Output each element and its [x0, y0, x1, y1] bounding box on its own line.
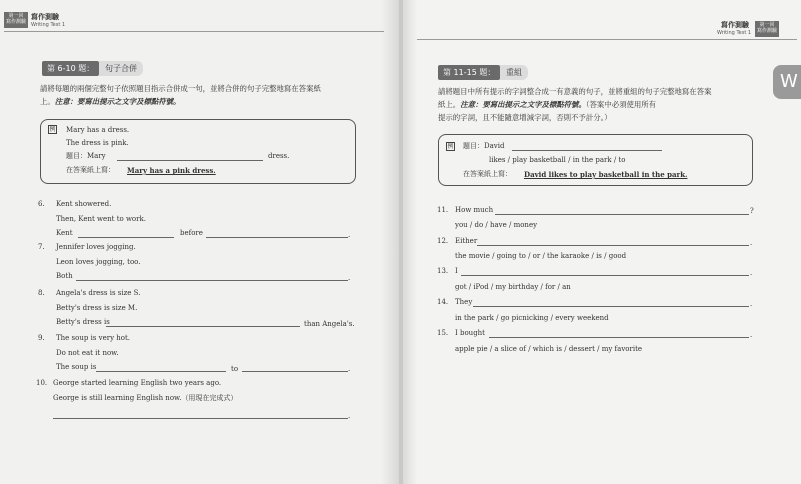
header-rule-right	[417, 39, 797, 40]
q12-number: 12.	[437, 237, 449, 245]
q12-blank[interactable]	[477, 245, 749, 246]
right-page	[403, 0, 801, 484]
section-title: 句子合併	[99, 61, 143, 76]
q6-prompt: Kent	[56, 229, 73, 237]
example-right-prompt: 題目：David	[463, 142, 505, 150]
q6-blank-2[interactable]	[206, 237, 348, 238]
instructions-right-line2: 紙上。注意：要寫出提示之文字及標點符號。（答案中必須使用所有	[438, 100, 657, 109]
q9-number: 9.	[38, 334, 45, 342]
example-answer-label: 在答案紙上寫：	[66, 166, 115, 174]
section-title-right: 重組	[500, 65, 528, 80]
example-right-answer: David likes to play basketball in the park.	[524, 170, 688, 179]
example-right-blank	[512, 150, 662, 151]
q15-blank[interactable]	[489, 337, 749, 338]
chapter-tag-line2: 寫作測驗	[5, 19, 26, 25]
example-box	[40, 119, 356, 184]
q7-prompt: Both	[56, 272, 73, 280]
q9-prompt: The soup is	[56, 363, 97, 371]
q9-blank-2[interactable]	[242, 371, 348, 372]
chapter-tag-right	[755, 21, 779, 37]
q8-blank[interactable]	[106, 326, 300, 327]
q12-end: .	[750, 239, 753, 247]
q14-number: 14.	[437, 298, 449, 306]
q14-prompt: They	[455, 298, 473, 306]
q7-end: .	[348, 274, 351, 282]
instructions-right-line3: 提示的字詞，且不能隨意增減字詞，否則不予計分。）	[438, 113, 612, 122]
q11-end: ?	[750, 207, 754, 215]
header-title: 寫作測驗	[31, 13, 59, 21]
instructions-right	[438, 85, 768, 124]
q9-connector: to	[231, 365, 239, 373]
chapter-tag-right-line2: 寫作測驗	[756, 28, 777, 34]
q6-end: .	[348, 231, 351, 239]
instructions-note: 注意：要寫出提示之文字及標點符號。	[54, 97, 181, 106]
q6-sentence-2: Then, Kent went to work.	[56, 215, 146, 223]
chapter-tag-right-line1: 第一回	[759, 22, 775, 28]
example-right-answer-label: 在答案紙上寫：	[463, 170, 512, 178]
q7-number: 7.	[38, 243, 45, 251]
q6-sentence-1: Kent showered.	[56, 200, 112, 208]
q13-number: 13.	[437, 267, 449, 275]
q14-blank[interactable]	[473, 306, 749, 307]
q11-prompt: How much	[455, 206, 494, 214]
section-number-right: 第 11-15 題：	[438, 65, 500, 80]
example-blank	[117, 160, 263, 161]
q11-blank[interactable]	[495, 214, 749, 215]
q15-prompt: I bought	[455, 329, 485, 337]
q13-blank[interactable]	[461, 275, 749, 276]
q8-number: 8.	[38, 289, 45, 297]
section-number: 第 6-10 題：	[42, 61, 99, 76]
q10-number: 10.	[36, 379, 48, 387]
q6-number: 6.	[38, 200, 45, 208]
example-sentence-1: Mary has a dress.	[66, 126, 130, 134]
section-side-tab: W	[773, 65, 801, 99]
q13-end: .	[750, 269, 753, 277]
example-box-right	[438, 134, 753, 186]
q10-end: .	[348, 412, 351, 420]
q14-hint: in the park / go picnicking / every weekend	[455, 314, 609, 322]
q7-blank[interactable]	[76, 280, 348, 281]
q9-blank-1[interactable]	[96, 371, 226, 372]
q14-end: .	[750, 300, 753, 308]
header-subtitle-right: Writing Test 1	[717, 30, 752, 36]
q12-hint: the movie / going to / or / the karaoke / is / good	[455, 252, 627, 260]
example-sentence-2: The dress is pink.	[66, 139, 129, 147]
instructions-right-line1: 請將題目中所有提示的字詞整合成一有意義的句子，並將重組的句子完整地寫在答案	[438, 87, 712, 96]
chapter-tag-line1: 第一回	[8, 13, 24, 19]
q8-prompt: Betty's dress is	[56, 318, 110, 326]
header-subtitle: Writing Test 1	[31, 22, 66, 28]
q8-prompt-end: than Angela's.	[304, 320, 355, 328]
q9-sentence-2: Do not eat it now.	[56, 349, 119, 357]
q7-sentence-1: Jennifer loves jogging.	[56, 243, 136, 251]
q13-prompt: I	[455, 267, 458, 275]
chapter-tag	[4, 12, 28, 28]
q15-number: 15.	[437, 329, 449, 337]
instructions-line2: 上。注意：要寫出提示之文字及標點符號。	[40, 97, 181, 106]
left-page	[0, 0, 399, 484]
q11-number: 11.	[437, 206, 449, 214]
q15-end: .	[750, 331, 753, 339]
header-title-right: 寫作測驗	[721, 21, 749, 29]
example-answer: Mary has a pink dress.	[127, 166, 216, 175]
q8-sentence-1: Angela's dress is size S.	[56, 289, 141, 297]
example-prompt-end: dress.	[268, 152, 290, 160]
instructions	[40, 82, 380, 108]
q10-sentence-1: George started learning English two years ago.	[53, 379, 222, 387]
q9-sentence-1: The soup is very hot.	[56, 334, 131, 342]
q12-prompt: Either	[455, 237, 478, 245]
q6-connector: before	[180, 229, 203, 237]
example-right-hint: likes / play basketball / in the park / to	[489, 156, 626, 164]
q11-hint: you / do / have / money	[455, 221, 538, 229]
q7-sentence-2: Leon loves jogging, too.	[56, 258, 141, 266]
q8-sentence-2: Betty's dress is size M.	[56, 304, 138, 312]
q9-end: .	[348, 365, 351, 373]
q10-sentence-2: George is still learning English now.（用現在完成式）	[53, 394, 238, 402]
q6-blank-1[interactable]	[78, 237, 174, 238]
header-rule	[4, 31, 384, 32]
example-label: 例	[49, 126, 56, 133]
q13-hint: got / iPod / my birthday / for / an	[455, 283, 571, 291]
q10-blank[interactable]	[53, 418, 348, 419]
q15-hint: apple pie / a slice of / which is / dessert / my favorite	[455, 345, 643, 353]
example-prompt: 題目：Mary	[66, 152, 106, 160]
example-label-right: 例	[447, 143, 454, 150]
instructions-line1: 請將每題的兩個完整句子依照題目指示合併成一句，並將合併的句子完整地寫在答案紙	[40, 84, 321, 93]
instructions-right-note: 注意：要寫出提示之文字及標點符號。	[460, 100, 586, 109]
